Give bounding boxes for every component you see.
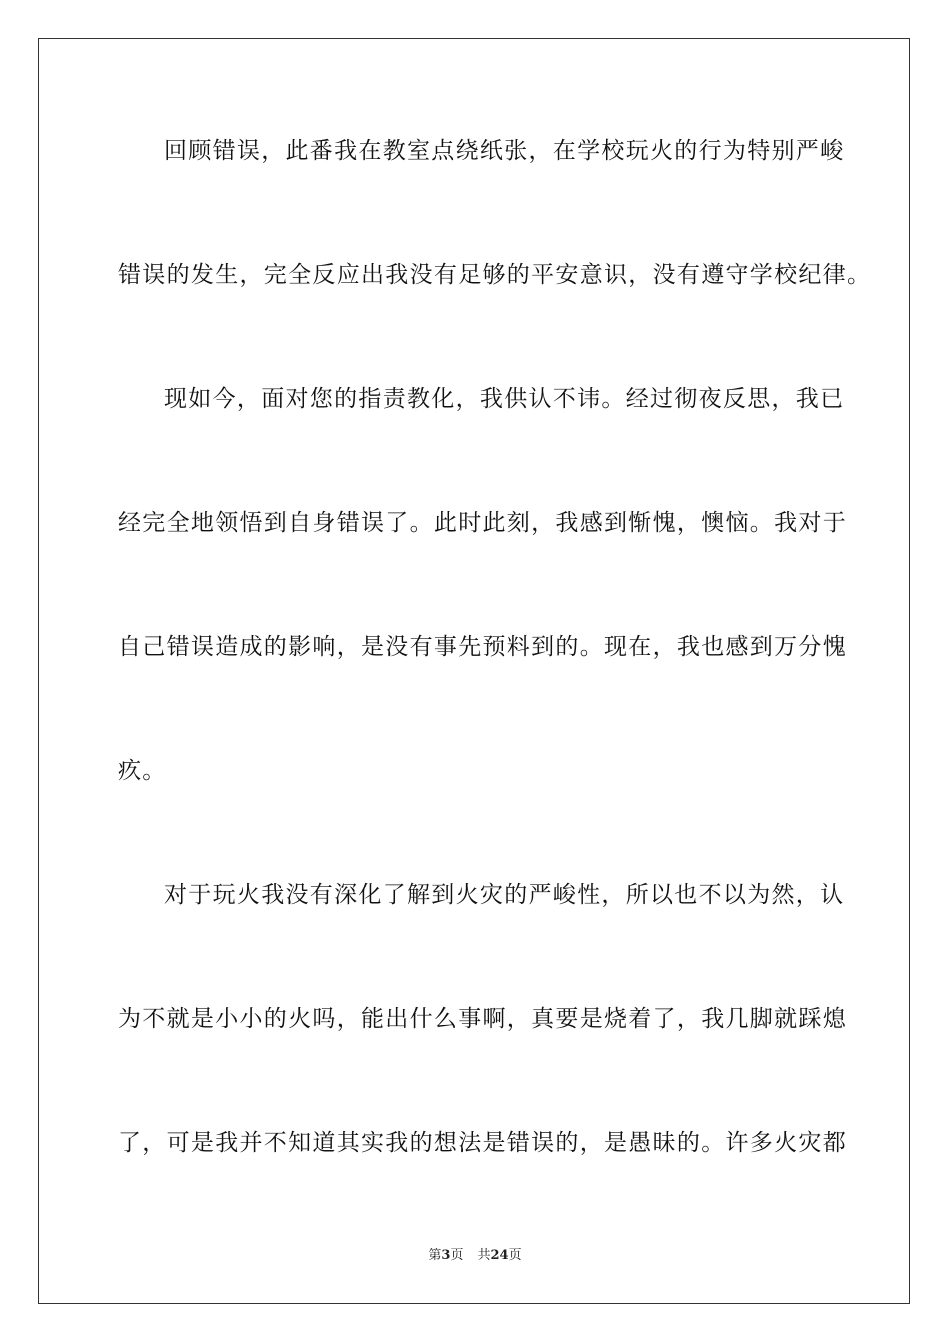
page-border: [38, 38, 910, 1304]
paragraph-2-line-4: 疚。: [118, 758, 167, 784]
paragraph-3-line-2: 为不就是小小的火吗，能出什么事啊，真要是烧着了，我几脚就踩熄: [118, 1006, 847, 1032]
paragraph-3-line-3: 了，可是我并不知道其实我的想法是错误的，是愚昧的。许多火灾都: [118, 1130, 847, 1156]
total-pages: 24: [490, 1248, 509, 1263]
total-suffix: 页: [508, 1248, 522, 1263]
paragraph-2-line-2: 经完全地领悟到自身错误了。此时此刻，我感到惭愧，懊恼。我对于: [118, 510, 847, 536]
paragraph-2-line-1: 现如今，面对您的指责教化，我供认不讳。经过彻夜反思，我已: [164, 386, 845, 412]
page-prefix: 第: [428, 1248, 442, 1263]
page-footer: [0, 1248, 950, 1264]
paragraph-1-line-2: 错误的发生，完全反应出我没有足够的平安意识，没有遵守学校纪律。: [118, 262, 872, 288]
total-prefix: 共: [477, 1248, 491, 1263]
page-suffix: 页: [450, 1248, 464, 1263]
paragraph-2-line-3: 自己错误造成的影响，是没有事先预料到的。现在，我也感到万分愧: [118, 634, 847, 660]
paragraph-1-line-1: 回顾错误，此番我在教室点绕纸张，在学校玩火的行为特别严峻: [164, 138, 845, 164]
page-number: 3: [441, 1248, 451, 1263]
paragraph-3-line-1: 对于玩火我没有深化了解到火灾的严峻性，所以也不以为然，认: [164, 882, 845, 908]
